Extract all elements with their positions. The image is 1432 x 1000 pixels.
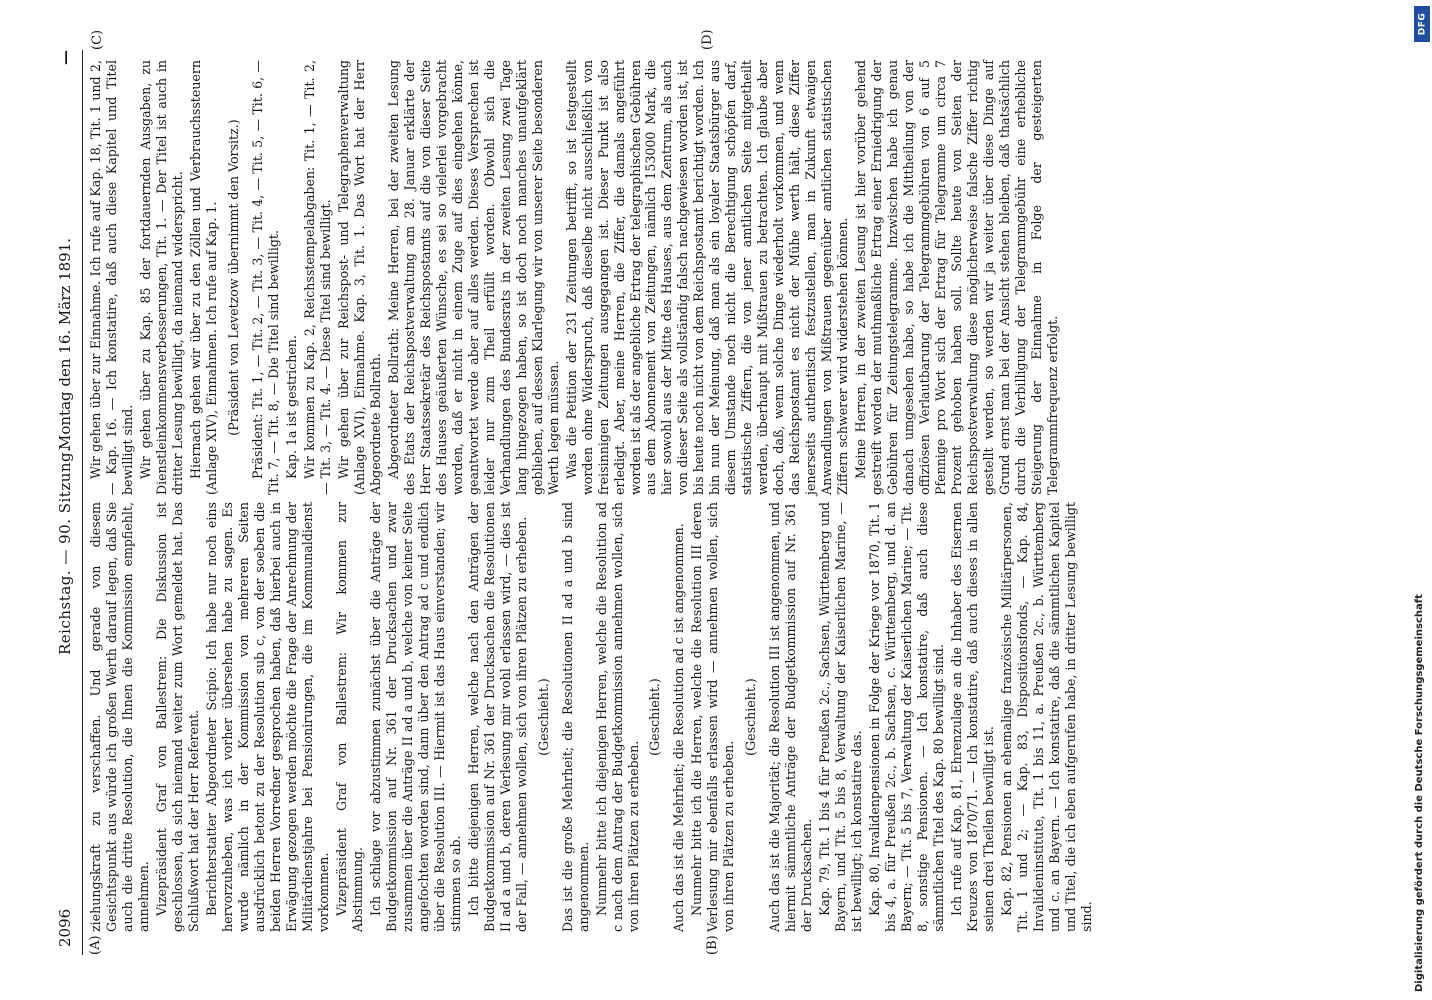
stage-direction: (Geschieht.) (647, 678, 663, 756)
paragraph: Auch das ist die Mehrheit; die Resolution ad c ist angenommen. (671, 523, 687, 932)
page-number: 2096 (56, 908, 74, 947)
left-column (88, 502, 1097, 932)
session-title: Reichstag. — 90. Sitzung. (56, 446, 74, 655)
session-date: Montag den 16. März 1891. (56, 237, 74, 450)
margin-letter-b: (B) (705, 935, 720, 955)
paragraph: ziehungskraft zu verschaffen. Und gerade von diesem Gesichtspunkt aus würde ich großen Werth darauf legen, daß Sie auch die dritte Resolution, die Ihnen die Kommission empfiehlt, annehmen. (88, 502, 151, 932)
paragraph: Auch das ist die Majorität; die Resolution III ist angenommen, und hiermit sämmtliche Anträge der Budgetkommission auf Nr. 361 der Drucksachen. (767, 502, 815, 932)
dfg-logo-text: DFG (1417, 12, 1428, 36)
paragraph: Wir gehen über zur Einnahme. Ich rufe auf Kap. 18, Tit. 1 und 2, — Kap. 16. — Ich konstatire, daß auch diese Kapitel und Titel bewilligt sind. (88, 60, 135, 495)
paragraph: Hiernach gehen wir über zu den Zöllen und Verbrauchssteuern (Anlage XIV), Einnahmen. Ich rufe auf Kap. 1. (187, 60, 219, 495)
paragraph: Kap. 1a ist gestrichen. (283, 335, 299, 479)
paragraph: Nunmehr bitte ich die Herren, welche die Resolution III deren Verlesung mir ebenfalls erlassen wird — annehmen wollen, sich von ihren Plätzen zu erheben. (689, 502, 737, 932)
paragraph: Ich schlage vor abzustimmen zunächst über die Anträge der Budgetkommission auf Nr. 361 der Drucksachen und zwar zusammen über die Anträge II ad a und b, welche von keiner Seite angefochten worden sind, dann über den Antrag ad c und endlich über die Resolution III. — Hiermit ist das Haus einverstanden; wir stimmen so ab. (367, 502, 463, 932)
margin-letter-a: (A) (88, 935, 103, 955)
digitization-note: Digitalisierung gefördert durch die Deutsche Forschungsgemeinschaft (1414, 594, 1425, 992)
paragraph: Vizepräsident Graf von Ballestrem: Die Diskussion ist geschlossen, da sich niemand weiter zum Wort gemeldet hat. Das Schlußwort hat der Herr Referent. (153, 502, 201, 932)
paragraph: Präsident: Tit. 1, — Tit. 2, — Tit. 3, — Tit. 4, — Tit. 5, — Tit. 6, — Tit. 7, — Tit. 8, — Die Titel sind bewilligt. (249, 60, 281, 495)
paragraph: Was die Petition der 231 Zeitungen betrifft, so ist festgestellt worden ohne Widerspruch, daß dieselbe nicht ausschließlich von freisinnigen Zeitungen ausgegangen ist. Dieser Punkt ist also erledigt. Aber, meine Herren, die Ziffer, die damals angeführt worden ist als der angebliche Ertrag der telegraphischen Gebühren aus dem Abonnement von Zeitungen, nämlich 153000 Mark, die hier sowohl aus der Mitte des Hauses, aus dem Zentrum, als auch von dieser Seite als vollständig falsch nachgewiesen worden ist, ist bis heute noch nicht von dem Reichspostamt berichtigt worden. Ich bin nun der Meinung, daß man als ein loyaler Staatsbürger aus diesem Umstande noch nicht die Berechtigung schöpfen darf, statistische Ziffern, die von jener amtlichen Seite mitgetheilt werden, überhaupt mit Mißtrauen zu betrachten. Ich glaube aber doch, daß, wenn solche Dinge wiederholt vorkommen, und wenn das Reichspostamt es nicht der Mühe werth hält, diese Ziffer jenerseits authentisch festzustellen, man in Zukunft etwaigen Anwandlungen von Mißtrauen gegenüber amtlichen statistischen Ziffern schwerer wird widerstehen können. (563, 60, 851, 495)
paragraph: Kap. 80, Invalidenpensionen in Folge der Kriege vor 1870, Tit. 1 bis 4, a. für Preußen 2c., b. Sachsen, c. Württemberg, und d. an Bayern; — Tit. 5 bis 7, Verwaltung der Kaiserlichen Marine; — Tit. 8, sonstige Pensionen. — Ich konstatire, daß auch diese sämmtlichen Titel des Kap. 80 bewilligt sind. (867, 502, 947, 932)
paragraph: Das ist die große Mehrheit; die Resolutionen II ad a und b sind angenommen. (559, 502, 591, 932)
header-rule (82, 50, 83, 955)
paragraph: Ich rufe auf Kap. 81, Ehrenzulage an die Inhaber des Eisernen Kreuzes von 1870/71. — Ich konstatire, daß auch dieses in allen seinen drei Theilen bewilligt ist. (949, 502, 997, 932)
paragraph: Meine Herren, in der zweiten Lesung ist hier vorüber gehend gestreift worden der muthmaßliche Ertrag einer Erniedrigung der Gebühren für Zeitungstelegramme. Inzwischen habe ich genau danach umgesehen habe, so habe ich die Mittheilung von der offiziösen Verlautbarung der Telegrammgebühren von 6 auf 5 Pfennige pro Wort sich der Ertrag für Telegramme um circa 7 Prozent gehoben haben soll. Sollte heute von Seiten der Reichspostverwaltung diese möglicherweise falsche Ziffer richtig gestellt werden, so werden wir ja weiter über diese Dinge auf Grund ernst man bei der Ansicht stehen bleiben, daß thatsächlich durch die Verbilligung der Telegrammgebühr eine erhebliche Steigerung der Einnahme in Folge der gesteigerten Telegrammfrequenz erfolgt. (853, 60, 1061, 495)
digitization-sidebar (1412, 8, 1432, 993)
paragraph: Kap. 82, Pensionen an ehemalige französische Militärpersonen, Tit. 1 und 2; — Kap. 83, Dispositionsfonds, — Kap. 84, Invalideninstitute, Tit. 1 bis 11, a. Preußen 2c., b. Württemberg und c. an Bayern. — Ich konstatire, daß die sämmtlichen Kapitel und Titel, die ich eben aufgerufen habe, in dritter Lesung bewilligt sind. (999, 502, 1095, 932)
margin-letter-d: (D) (700, 29, 715, 50)
paragraph: Abgeordneter Bollrath: Meine Herren, bei der zweiten Lesung des Etats der Reichspostverwaltung am 28. Januar erklärte der Herr Staatssekretär des Reichspostamts auf die von dieser Seite des Hauses geäußerten Wünsche, es sei so vielerlei vorgebracht worden, daß er nicht in einem Zuge auf dies eingehen könne, geantwortet werde aber auf alles werden. Dieses Versprechen ist leider nur zum Theil erfüllt worden. Obwohl sich die Verhandlungen des Bundesrats in der zweiten Lesung zwei Tage lang hingezogen haben, so ist doch noch manches unaufgeklärt geblieben, auf dessen Klarlegung wir von unserer Seite besonderen Werth legen müssen. (385, 60, 561, 495)
stage-direction: (Geschieht.) (535, 678, 551, 756)
page-header (54, 50, 78, 955)
paragraph: Wir gehen über zur Reichspost- und Telegraphenverwaltung (Anlage XVI), Einnahme. Kap. 3, Tit. 1. Das Wort hat der Herr Abgeordnete Bollrath. (335, 60, 383, 495)
stage-direction: (Präsident von Levetzow übernimmt den Vorsitz.) (225, 119, 241, 436)
paragraph: Ich bitte diejenigen Herren, welche nach den Anträgen der Budgetkommission auf Nr. 361 der Drucksachen die Resolutionen II ad a und b, deren Verlesung mir wohl erlassen wird, — dies ist der Fall, — annehmen wollen, sich von ihren Plätzen zu erheben. (465, 502, 529, 932)
header-mark: — (56, 50, 74, 65)
paragraph: Nunmehr bitte ich diejenigen Herren, welche die Resolution ad c nach dem Antrag der Budgetkommission annehmen wollen, sich von ihren Plätzen zu erheben. (593, 502, 641, 932)
paragraph: Kap. 79, Tit. 1 bis 4 für Preußen 2c., Sachsen, Württemberg und Bayern, und Tit. 5 bis 8, Verwaltung der Kaiserlichen Marine, — ist bewilligt; ich konstatire das. (817, 502, 865, 932)
paragraph: Vizepräsident Graf von Ballestrem: Wir kommen zur Abstimmung. (333, 502, 365, 932)
stage-direction: (Geschieht.) (743, 678, 759, 756)
margin-letter-c: (C) (90, 29, 105, 50)
right-column (88, 60, 1063, 495)
paragraph: Wir gehen über zu Kap. 85 der fortdauernden Ausgaben, zu Dienstleinkommensverbesserungen, Tit. 1. — Der Titel ist auch in dritter Lesung bewilligt, da niemand widerspricht. (137, 60, 185, 495)
paragraph: Wir kommen zu Kap. 2, Reichsstempelabgaben: Tit. 1, — Tit. 2, — Tit. 3, — Tit. 4. — Diese Titel sind bewilligt. (301, 60, 333, 495)
paragraph: Berichterstatter Abgeordneter Scipio: Ich habe nur noch eins hervorzuheben, was ich vorher übersehen habe zu sagen. Es wurde nämlich in der Kommission von mehreren Seiten ausdrücklich betont zu der Resolution sub c, von der soeben die beiden Herren Vorredner gesprochen haben, daß hierbei auch in Erwägung gezogen werden möchte die Frage der Anrechnung der Militärdienstjahre bei Pensionirungen, die im Kommunaldienst vorkommen. (203, 502, 331, 932)
